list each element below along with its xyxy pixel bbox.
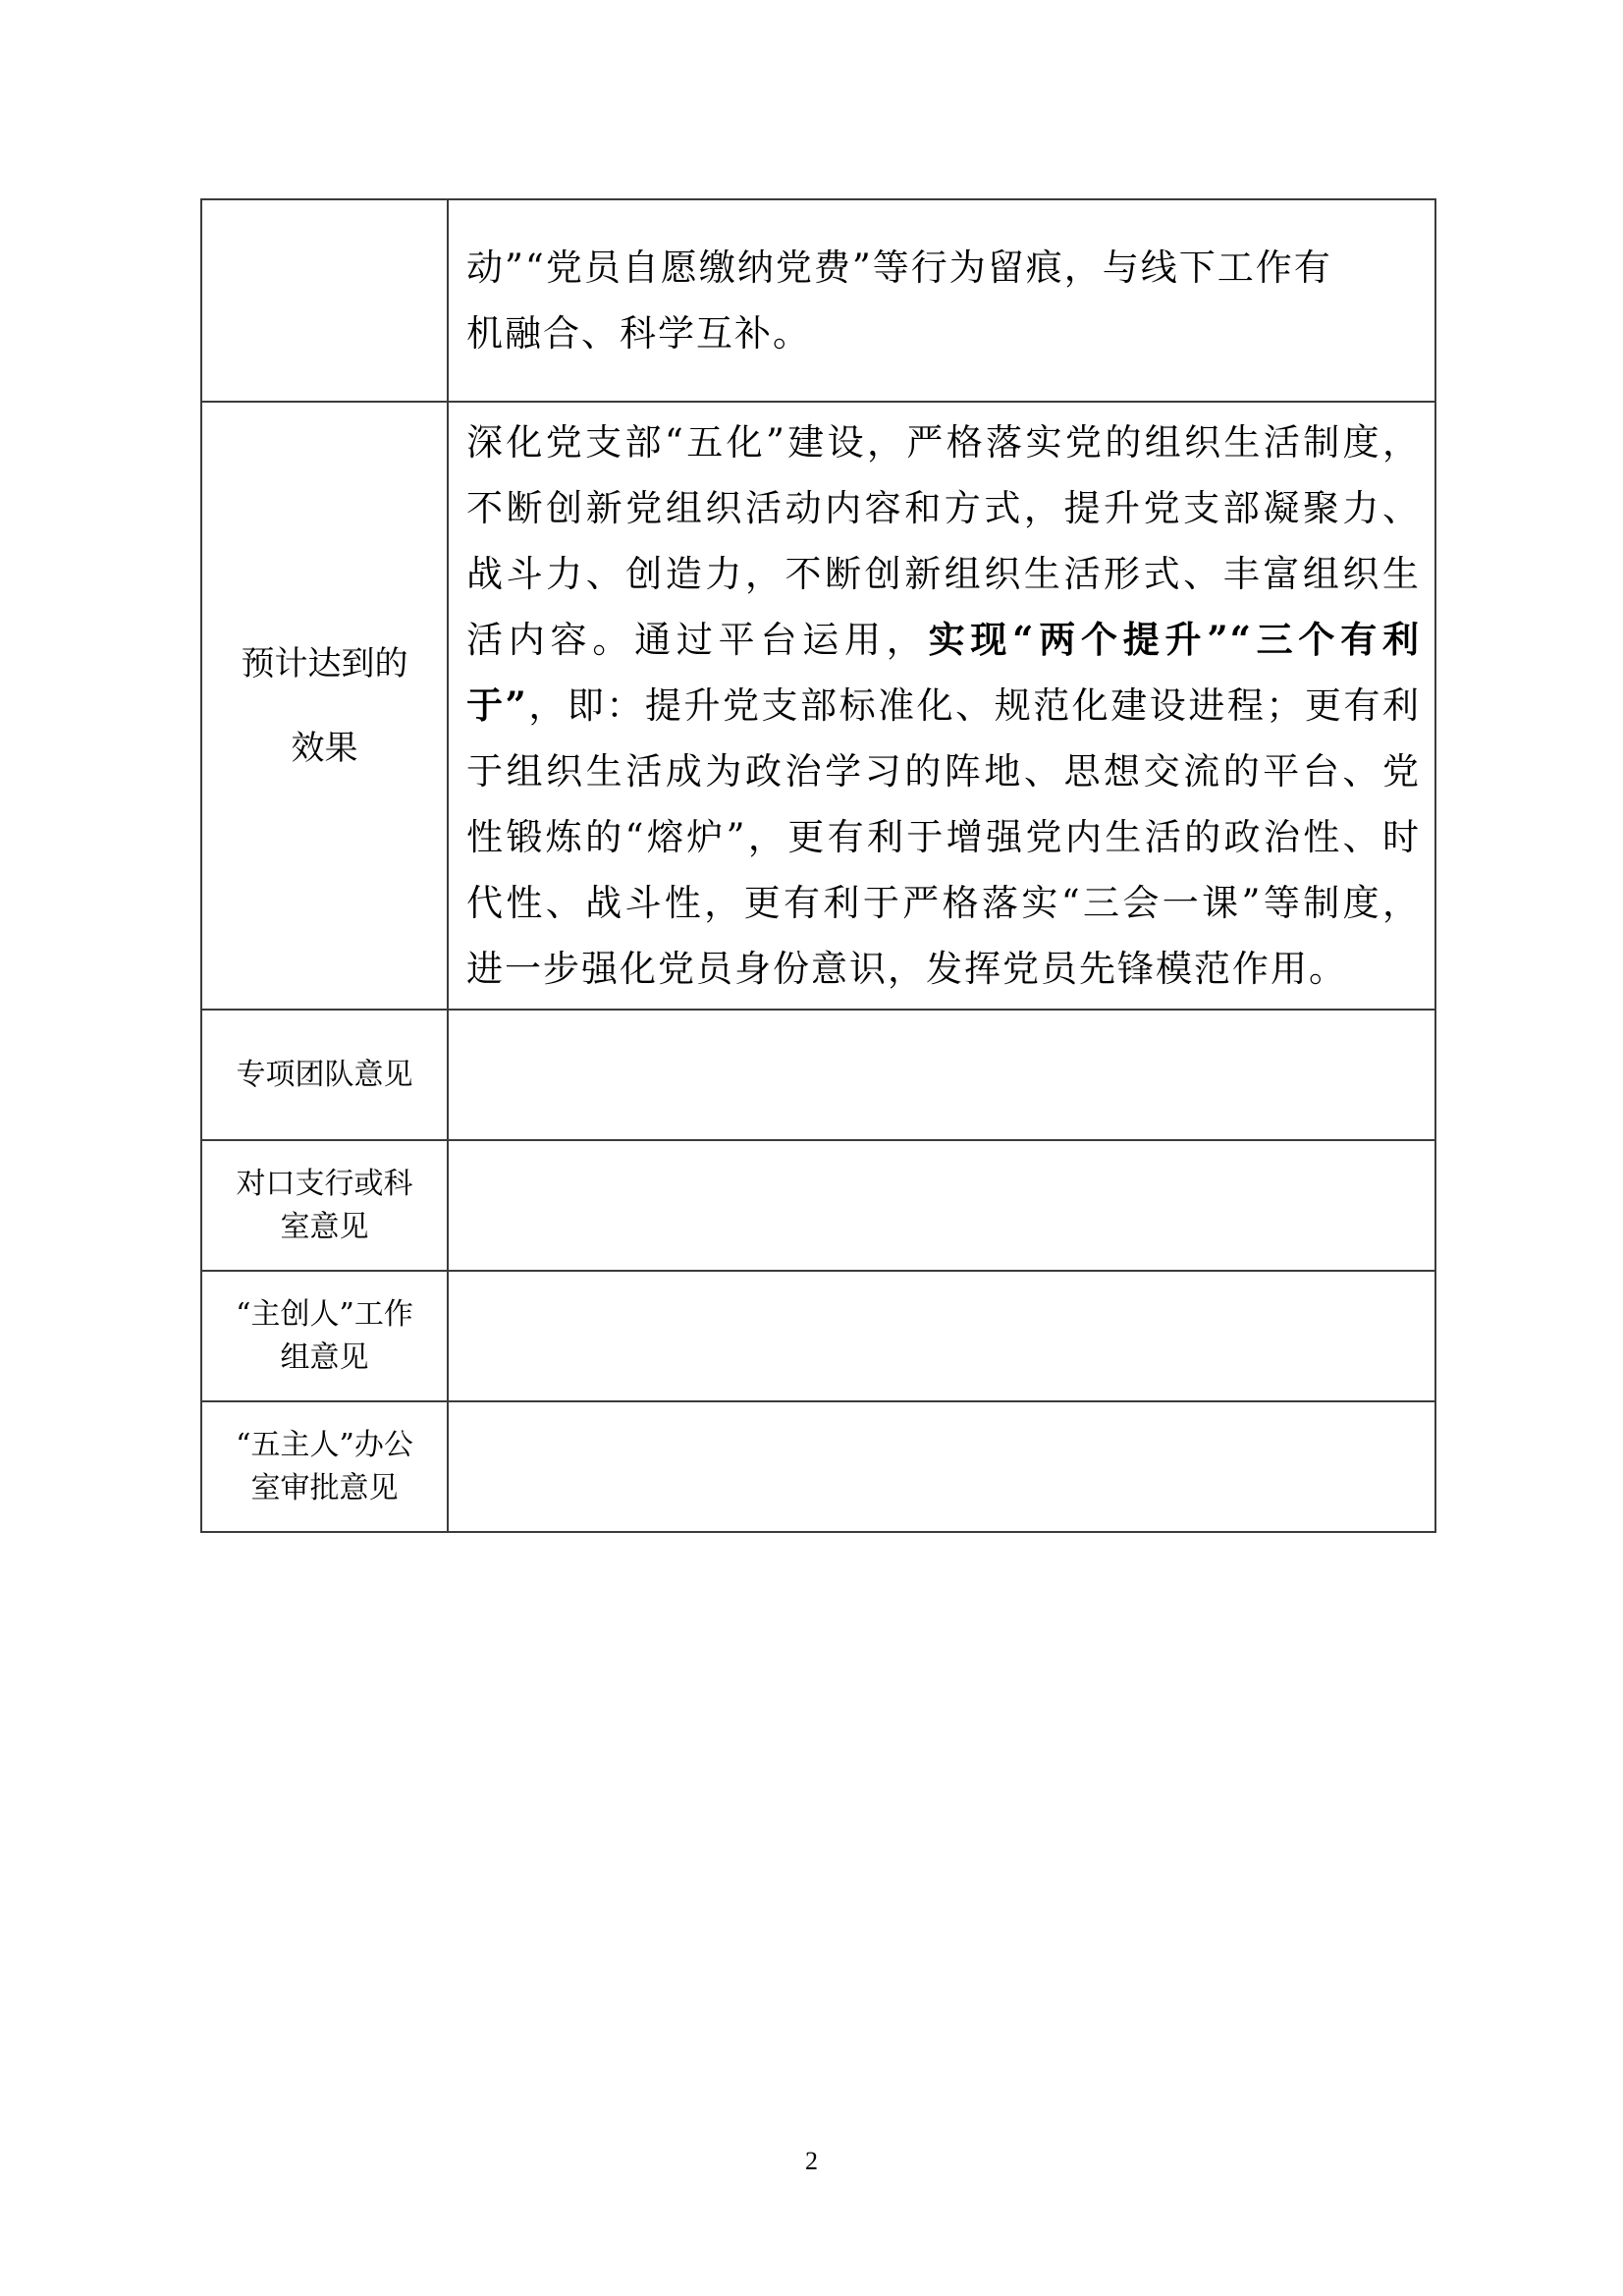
label-line: “五主人”办公 xyxy=(236,1427,413,1462)
expected-effect-content-cell xyxy=(448,402,1435,1010)
label-line: 专项团队意见 xyxy=(236,1057,413,1092)
opinion-label-cell xyxy=(201,1401,448,1532)
expected-effect-text xyxy=(449,410,1434,1002)
label-line: 预计达到的 xyxy=(241,643,408,683)
continuation-label-cell xyxy=(201,199,448,402)
opinion-label-cell xyxy=(201,1140,448,1271)
creator-opinion-label xyxy=(202,1293,447,1380)
label-line: “主创人”工作 xyxy=(236,1296,413,1332)
effect-text-part2: ，即：提升党支部标准化、规范化建设进程；更有利于组织生活成为政治学习的阵地、思想交流的平台、党性锻炼的“熔炉”，更有利于增强党内生活的政治性、时代性、战斗性，更有利于严格落实“三会一课”等制度，进一步强化党员身份意识，发挥党员先锋模范作用。 xyxy=(466,684,1421,990)
page-number: 2 xyxy=(805,2147,818,2175)
label-line: 对口支行或科 xyxy=(236,1166,413,1201)
opinion-label-cell xyxy=(201,1010,448,1140)
continuation-text xyxy=(449,235,1434,366)
table-row-opinion-creator xyxy=(201,1271,1435,1401)
table-row-opinion-branch xyxy=(201,1140,1435,1271)
expected-effect-label-cell xyxy=(201,402,448,1010)
continuation-content-cell xyxy=(448,199,1435,402)
creator-opinion-field[interactable] xyxy=(448,1271,1435,1401)
opinion-label-cell xyxy=(201,1271,448,1401)
label-line: 室意见 xyxy=(280,1209,369,1244)
label-line: 室审批意见 xyxy=(250,1470,399,1505)
team-opinion-label xyxy=(202,1054,447,1097)
effect-text-bold: 实现“两个提升”“三个有利于” xyxy=(466,618,1421,727)
table-row-expected-effect xyxy=(201,402,1435,1010)
table-row-opinion-office xyxy=(201,1401,1435,1532)
label-line: 组意见 xyxy=(280,1339,369,1375)
label-line: 效果 xyxy=(291,728,358,768)
text-line: 动”“党员自愿缴纳党费”等行为留痕，与线下工作有 xyxy=(466,246,1332,289)
table-row-continuation xyxy=(201,199,1435,402)
office-approval-label xyxy=(202,1424,447,1510)
application-form-table xyxy=(200,198,1436,1533)
team-opinion-field[interactable] xyxy=(448,1010,1435,1140)
branch-opinion-label xyxy=(202,1163,447,1249)
effect-text-part1: 深化党支部“五化”建设，严格落实党的组织生活制度，不断创新党组织活动内容和方式，提升党支部凝聚力、战斗力、创造力，不断创新组织生活形式、丰富组织生活内容。通过平台运用， xyxy=(466,421,1421,661)
branch-opinion-field[interactable] xyxy=(448,1140,1435,1271)
table-row-opinion-team xyxy=(201,1010,1435,1140)
expected-effect-label xyxy=(202,622,447,791)
office-approval-field[interactable] xyxy=(448,1401,1435,1532)
text-line: 机融合、科学互补。 xyxy=(466,312,811,355)
